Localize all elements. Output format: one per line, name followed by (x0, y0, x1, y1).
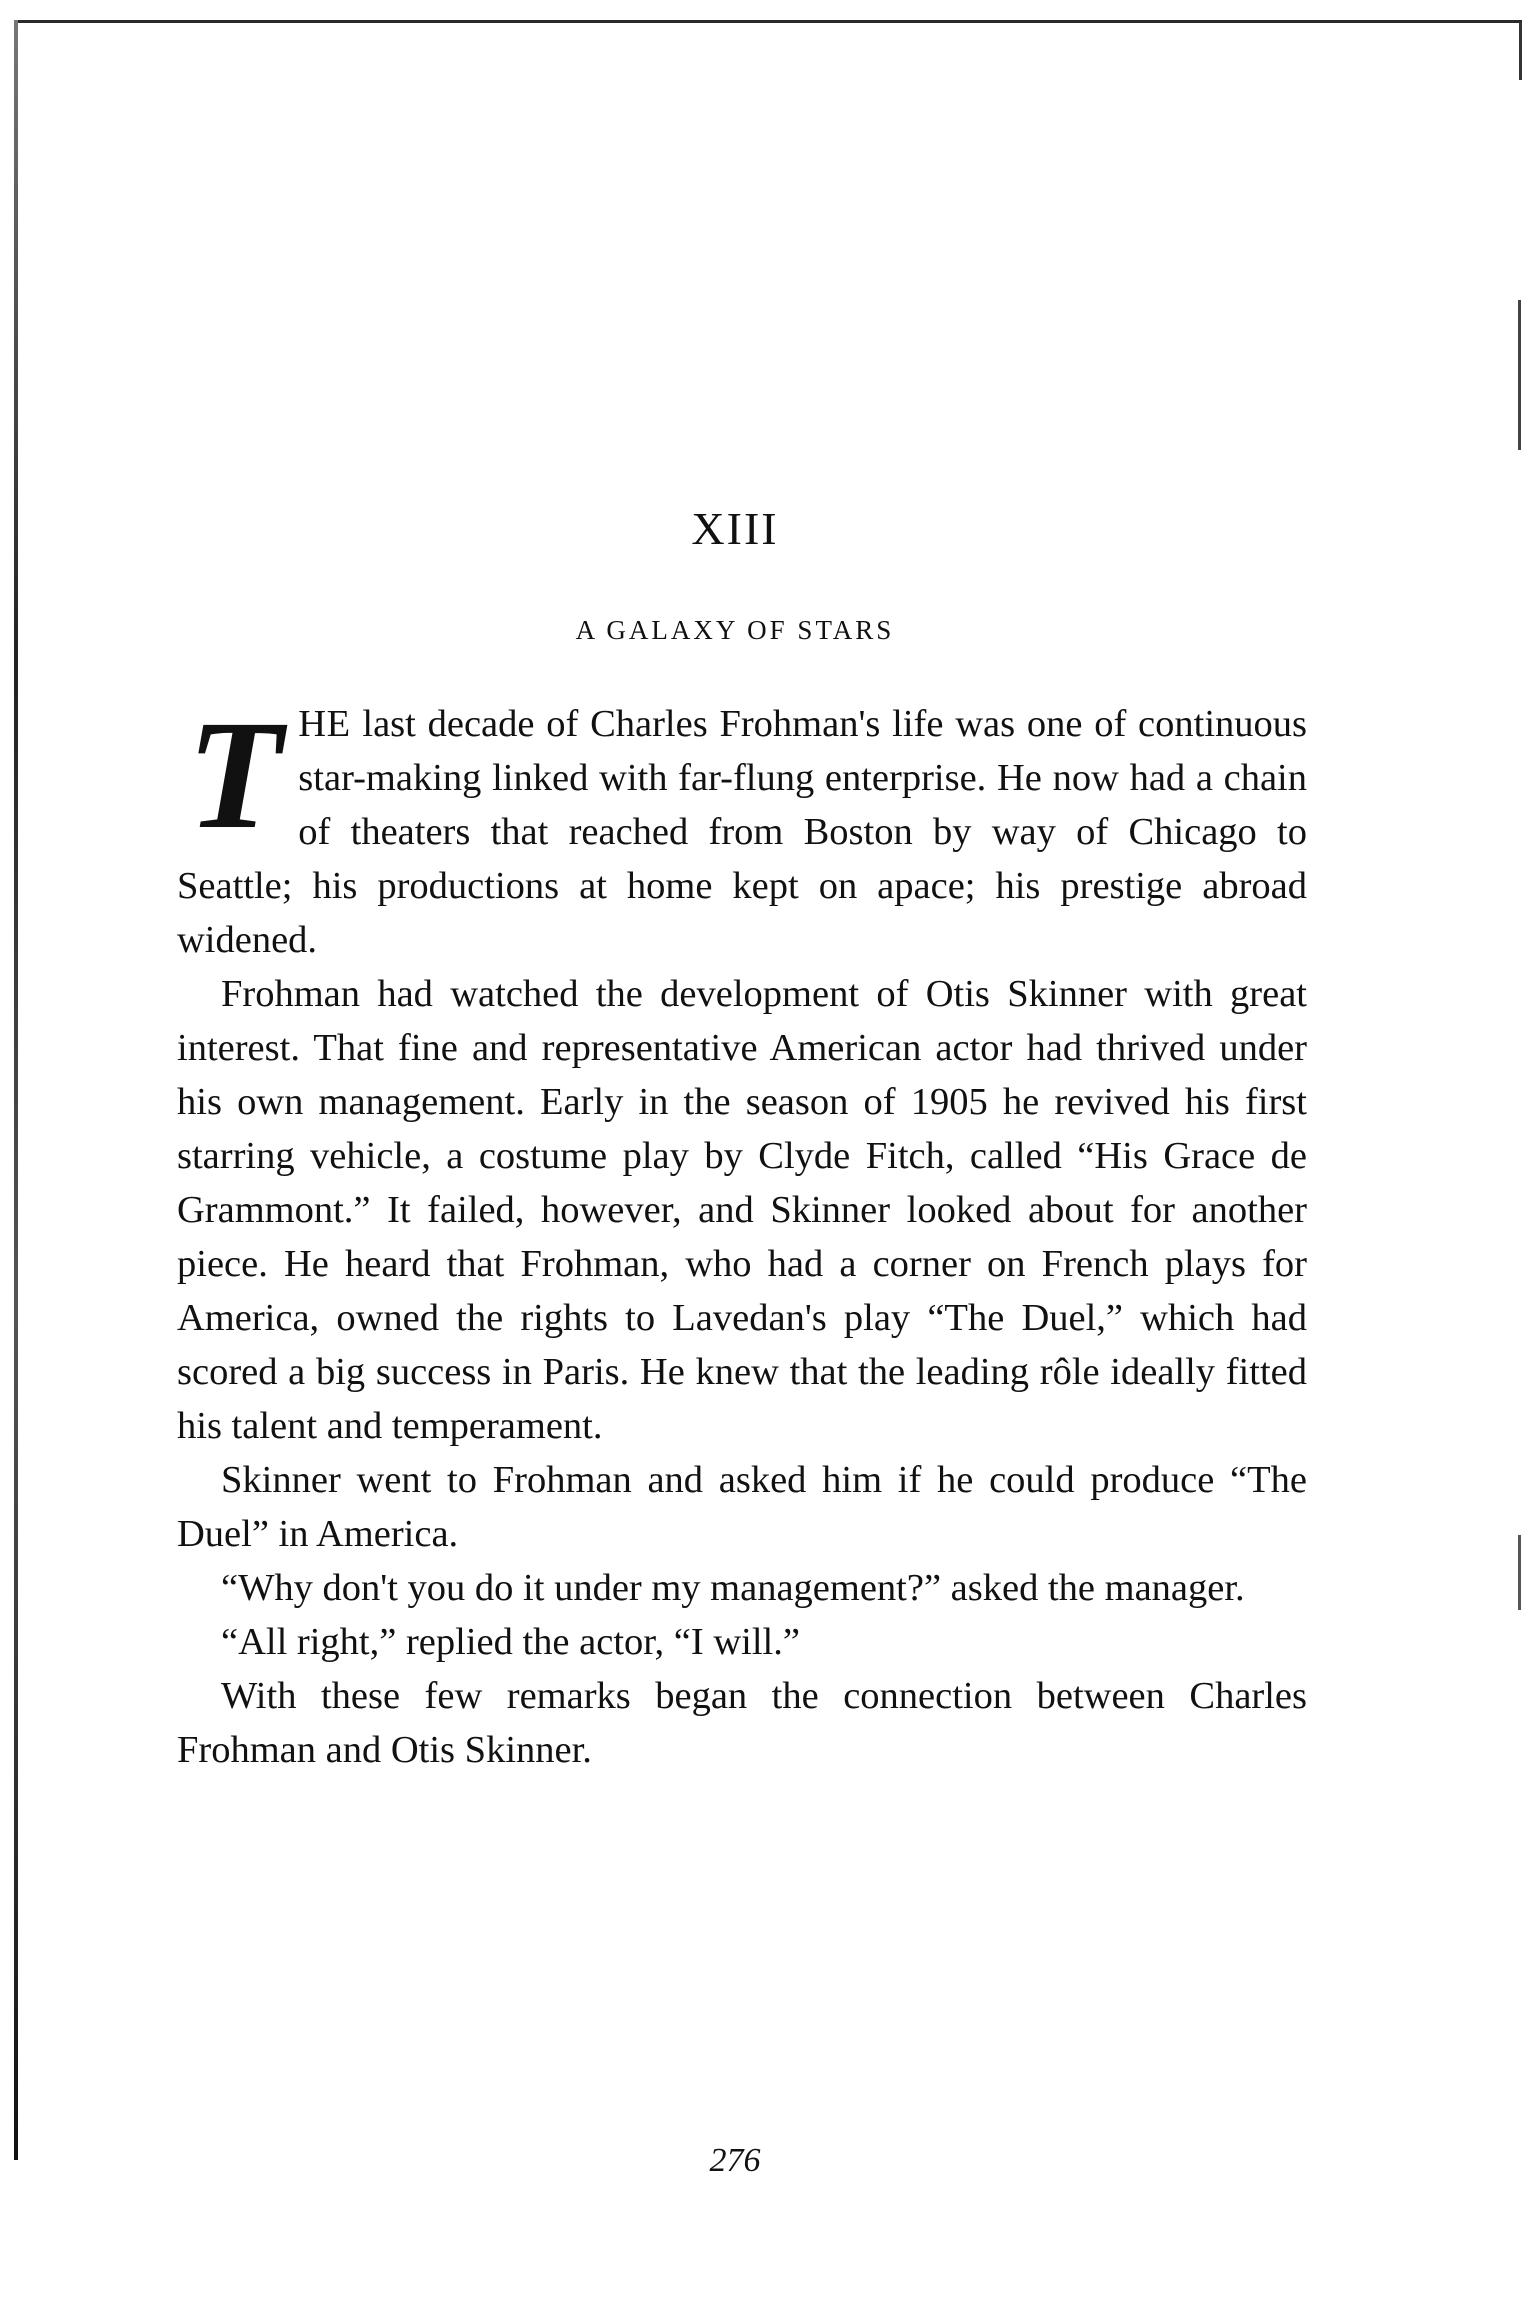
paragraph: Skinner went to Frohman and asked him if he could produce “The Duel” in America. (177, 1459, 1307, 1555)
paragraph: Frohman had watched the development of Otis Skinner with great interest. That fine and representative American actor had thrived under his own management. Early in the season of 1905 he revived his first starring vehicle, a costume play by Clyde Fitch, called “His Grace de Grammont.” It failed, however, and Skinner looked about for another piece. He heard that Frohman, who had a corner on French plays for America, owned the rights to Lavedan's play “The Duel,” which had scored a big success in Paris. He knew that the leading rôle ideally fitted his talent and temperament. (177, 973, 1307, 1447)
paragraph: “Why don't you do it under my management?” asked the manager. (221, 1567, 1245, 1609)
paragraph-first (177, 688, 1307, 967)
paragraph: “All right,” replied the actor, “I will.” (221, 1621, 800, 1663)
page-number: 276 (709, 2142, 761, 2179)
page-edge-top (14, 20, 1522, 23)
chapter-number: XIII (691, 503, 779, 554)
first-paragraph-text: last decade of Charles Frohman's life was one of continuous star-making linked with far-flung enterprise. He now had a chain of theaters that reached from Boston by way of Chicago to Seattle; his productions at home kept on apace; his prestige abroad widened. (177, 703, 1307, 961)
drop-cap: T (187, 688, 283, 861)
body-text (177, 688, 1307, 1777)
page-edge-left (14, 20, 18, 2160)
chapter-title: A GALAXY OF STARS (575, 615, 895, 645)
page-edge-right-mark (1518, 1535, 1521, 1610)
paragraph: With these few remarks began the connection between Charles Frohman and Otis Skinner. (177, 1675, 1307, 1771)
page-edge-right-mark (1518, 300, 1521, 450)
page-edge-right-mark (1519, 22, 1522, 80)
first-word-rest: HE (298, 703, 351, 745)
